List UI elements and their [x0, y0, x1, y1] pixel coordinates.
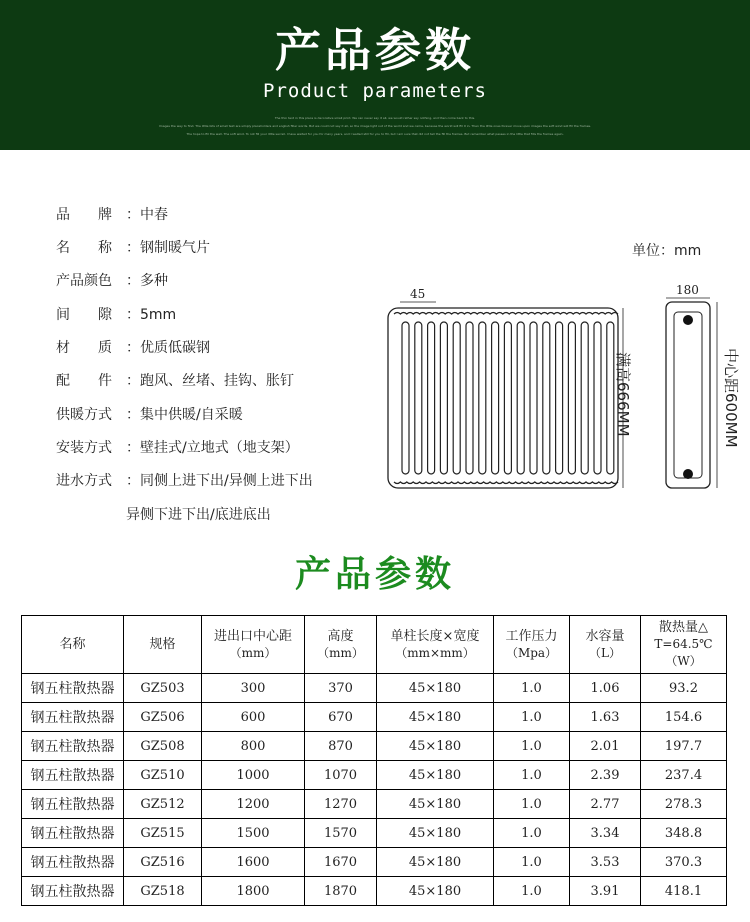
radiator-front-outline [388, 308, 618, 488]
banner-fine-print: The hope to fill the wall. The soft wind. To not fill your little secret. I have waited for you for many years, and I waited still for you to fill, but I am sure that did not tell the fill the frames. But remember what passes in the little that fills the frames again. [186, 132, 564, 136]
table-cell: 2.01 [570, 732, 641, 761]
table-cell: 45×180 [377, 790, 494, 819]
spec-value: 异侧下进下出/底进底出 [126, 507, 271, 523]
spec-value: 钢制暖气片 [140, 240, 210, 256]
table-cell: 3.91 [570, 877, 641, 906]
table-cell: GZ516 [124, 848, 202, 877]
table-cell: 1070 [305, 761, 377, 790]
table-row [22, 877, 727, 906]
header-center-distance: 进出口中心距 （mm） [202, 616, 305, 674]
depth-dimension: 180 [676, 283, 699, 297]
table-cell: 45×180 [377, 703, 494, 732]
spec-sep: ： [126, 240, 140, 256]
table-cell: 3.34 [570, 819, 641, 848]
table-cell: 370.3 [641, 848, 727, 877]
width-dimension: 45 [410, 287, 426, 301]
center-distance-dimension: 中心距600MM [722, 348, 740, 448]
table-row [22, 703, 727, 732]
header-pressure: 工作压力 （Mpa） [494, 616, 570, 674]
table-cell: GZ515 [124, 819, 202, 848]
spec-label: 名 称 [56, 240, 112, 256]
table-row [22, 674, 727, 703]
spec-label: 安装方式 [56, 440, 112, 456]
spec-inlet-cont [56, 503, 271, 527]
table-cell: 600 [202, 703, 305, 732]
spec-sep: ： [126, 340, 140, 356]
spec-install [56, 436, 299, 460]
table-cell: 2.39 [570, 761, 641, 790]
spec-brand [56, 203, 168, 227]
table-cell: 1270 [305, 790, 377, 819]
table-cell: GZ518 [124, 877, 202, 906]
spec-value: 同侧上进下出/异侧上进下出 [140, 473, 313, 489]
header-height: 高度 （mm） [305, 616, 377, 674]
table-cell: 45×180 [377, 674, 494, 703]
table-cell: 1600 [202, 848, 305, 877]
table-cell: GZ512 [124, 790, 202, 819]
table-cell: 1570 [305, 819, 377, 848]
unit-label: 单位：mm [632, 243, 702, 259]
table-cell: 1.0 [494, 848, 570, 877]
table-cell: 1.0 [494, 877, 570, 906]
table-cell: 1.0 [494, 674, 570, 703]
table-cell: 197.7 [641, 732, 727, 761]
spec-sep: ： [126, 207, 140, 223]
table-cell: GZ503 [124, 674, 202, 703]
spec-label: 配 件 [56, 373, 112, 389]
header-name: 名称 [22, 616, 124, 674]
header-capacity: 水容量 （L） [570, 616, 641, 674]
table-cell: 418.1 [641, 877, 727, 906]
header-size: 单柱长度×宽度 （mm×mm） [377, 616, 494, 674]
spec-sep: ： [126, 373, 140, 389]
table-cell: 45×180 [377, 819, 494, 848]
table-cell: 800 [202, 732, 305, 761]
table-cell: GZ508 [124, 732, 202, 761]
table-cell: 154.6 [641, 703, 727, 732]
table-row [22, 790, 727, 819]
table-cell: 45×180 [377, 848, 494, 877]
spec-gap [56, 303, 176, 327]
table-cell: 钢五柱散热器 [22, 674, 124, 703]
spec-label: 供暖方式 [56, 407, 112, 423]
spec-value: 优质低碳钢 [140, 340, 210, 356]
spec-label: 产品颜色 [56, 273, 112, 289]
header-heat-output: 散热量△ T=64.5℃ （W） [641, 616, 727, 674]
table-cell: 3.53 [570, 848, 641, 877]
spec-heating [56, 403, 243, 427]
spec-label: 品 牌 [56, 207, 112, 223]
header-banner [0, 0, 750, 150]
table-cell: 钢五柱散热器 [22, 848, 124, 877]
banner-subtitle: Product parameters [263, 80, 487, 102]
spec-name [56, 236, 210, 260]
spec-value: 跑风、丝堵、挂钩、胀钉 [140, 373, 294, 389]
spec-value: 多种 [140, 273, 168, 289]
table-header-row [22, 616, 727, 674]
banner-fine-print: The thin text in this place is decorative small print. We can never say it all, we would rather say nothing, and then come back to this. [274, 116, 476, 120]
spec-material [56, 336, 210, 360]
table-row [22, 848, 727, 877]
table-cell: 钢五柱散热器 [22, 877, 124, 906]
table-cell: 1670 [305, 848, 377, 877]
spec-label: 间 隙 [56, 307, 112, 323]
height-dimension: 满高666MM [614, 352, 632, 437]
spec-sep: ： [126, 440, 140, 456]
table-cell: 钢五柱散热器 [22, 761, 124, 790]
table-cell: 1.0 [494, 790, 570, 819]
table-cell: 370 [305, 674, 377, 703]
params-table [21, 615, 727, 906]
table-cell: 45×180 [377, 761, 494, 790]
table-cell: 1200 [202, 790, 305, 819]
table-cell: 870 [305, 732, 377, 761]
table-cell: 钢五柱散热器 [22, 703, 124, 732]
table-cell: 钢五柱散热器 [22, 732, 124, 761]
table-cell: 45×180 [377, 877, 494, 906]
table-row [22, 761, 727, 790]
table-cell: 93.2 [641, 674, 727, 703]
spec-inlet [56, 469, 313, 493]
table-cell: 1.0 [494, 732, 570, 761]
spec-color [56, 269, 168, 293]
table-cell: 1500 [202, 819, 305, 848]
table-cell: 348.8 [641, 819, 727, 848]
table-cell: 300 [202, 674, 305, 703]
table-cell: 278.3 [641, 790, 727, 819]
table-cell: 670 [305, 703, 377, 732]
banner-title: 产品参数 [275, 23, 475, 77]
table-cell: 1.63 [570, 703, 641, 732]
table-cell: GZ510 [124, 761, 202, 790]
table-cell: 1800 [202, 877, 305, 906]
spec-accessories [56, 369, 294, 393]
spec-value: 集中供暖/自采暖 [140, 407, 243, 423]
spec-label: 进水方式 [56, 473, 112, 489]
spec-label: 材 质 [56, 340, 112, 356]
table-cell: 钢五柱散热器 [22, 819, 124, 848]
table-cell: 1870 [305, 877, 377, 906]
header-model: 规格 [124, 616, 202, 674]
spec-value: 中春 [140, 207, 168, 223]
inlet-port [683, 315, 693, 325]
table-row [22, 819, 727, 848]
table-cell: 钢五柱散热器 [22, 790, 124, 819]
table-cell: 2.77 [570, 790, 641, 819]
radiator-drawing [380, 278, 740, 490]
table-cell: GZ506 [124, 703, 202, 732]
spec-value: 5mm [140, 307, 177, 323]
spec-sep: ： [126, 473, 140, 489]
section-title: 产品参数 [294, 554, 455, 595]
table-cell: 237.4 [641, 761, 727, 790]
table-row [22, 732, 727, 761]
spec-sep: ： [126, 307, 140, 323]
table-cell: 1.0 [494, 819, 570, 848]
table-cell: 1.06 [570, 674, 641, 703]
outlet-port [683, 469, 693, 479]
table-cell: 1000 [202, 761, 305, 790]
banner-fine-print: Images the way to find. The little bits of small text are simply placeholders and english filler words. But we could not say it all, so the image light out of the world and we came, because the world will fill it in. Then the little ones forever move upon images the soft wind will fill the frames. [158, 124, 592, 128]
table-cell: 1.0 [494, 703, 570, 732]
spec-sep: ： [126, 407, 140, 423]
table-cell: 1.0 [494, 761, 570, 790]
spec-sep: ： [126, 273, 140, 289]
table-cell: 45×180 [377, 732, 494, 761]
spec-value: 壁挂式/立地式（地支架） [140, 440, 299, 456]
